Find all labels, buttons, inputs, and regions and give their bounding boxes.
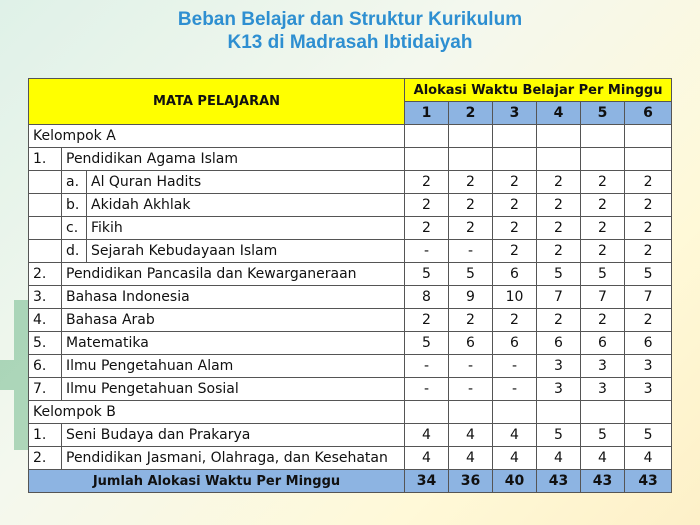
grade-header: 4 <box>537 102 581 125</box>
table-row <box>29 309 672 332</box>
row-number: 2. <box>29 263 62 286</box>
total-cell: 34 <box>405 470 449 493</box>
group-a-label: Kelompok A <box>29 125 405 148</box>
hours-cell: 2 <box>449 217 493 240</box>
subject-name: Sejarah Kebudayaan Islam <box>87 240 405 263</box>
hours-cell: 2 <box>449 171 493 194</box>
hours-cell: 5 <box>537 263 581 286</box>
hours-cell: - <box>449 355 493 378</box>
sub-letter: a. <box>62 171 87 194</box>
hours-cell: - <box>449 378 493 401</box>
hours-cell: 6 <box>625 332 672 355</box>
hours-cell: 7 <box>625 286 672 309</box>
hours-cell: 2 <box>581 194 625 217</box>
subject-name: Pendidikan Pancasila dan Kewarganeraan <box>62 263 405 286</box>
hours-cell: 5 <box>405 332 449 355</box>
hours-cell: 3 <box>625 355 672 378</box>
hours-cell: 2 <box>625 194 672 217</box>
hours-cell: 4 <box>625 447 672 470</box>
hours-cell: 8 <box>405 286 449 309</box>
subject-name: Ilmu Pengetahuan Sosial <box>62 378 405 401</box>
hours-cell: 6 <box>493 332 537 355</box>
grade-header: 2 <box>449 102 493 125</box>
subject-name: Al Quran Hadits <box>87 171 405 194</box>
hours-cell: 4 <box>449 447 493 470</box>
hours-cell: 5 <box>449 263 493 286</box>
hours-cell: 3 <box>581 355 625 378</box>
hours-cell: 2 <box>625 171 672 194</box>
hours-cell: 2 <box>581 240 625 263</box>
hours-cell: 5 <box>405 263 449 286</box>
hours-cell: 2 <box>493 309 537 332</box>
empty-cell <box>537 401 581 424</box>
hours-cell: 2 <box>493 171 537 194</box>
table-row <box>29 286 672 309</box>
subject-name: Fikih <box>87 217 405 240</box>
hours-cell: 2 <box>537 240 581 263</box>
table-row <box>29 240 672 263</box>
empty-cell <box>625 401 672 424</box>
hours-cell: 2 <box>449 309 493 332</box>
row-number: 1. <box>29 424 62 447</box>
page-title <box>0 8 700 54</box>
table-row <box>29 263 672 286</box>
hours-cell: 7 <box>537 286 581 309</box>
hours-cell: 2 <box>581 217 625 240</box>
hours-cell: 6 <box>537 332 581 355</box>
table-row <box>29 378 672 401</box>
hours-cell: 10 <box>493 286 537 309</box>
hours-cell: 6 <box>493 263 537 286</box>
hours-cell: 2 <box>581 171 625 194</box>
hours-cell: 2 <box>537 171 581 194</box>
pai-name: Pendidikan Agama Islam <box>62 148 405 171</box>
hours-cell: 2 <box>405 171 449 194</box>
hours-cell: 2 <box>493 217 537 240</box>
hours-cell: 2 <box>405 217 449 240</box>
total-cell: 43 <box>581 470 625 493</box>
row-number: 7. <box>29 378 62 401</box>
hours-cell: 4 <box>493 424 537 447</box>
indent-cell <box>29 240 62 263</box>
row-number: 6. <box>29 355 62 378</box>
hours-cell: 5 <box>625 424 672 447</box>
row-number: 4. <box>29 309 62 332</box>
hours-cell: 3 <box>537 355 581 378</box>
subject-name: Ilmu Pengetahuan Alam <box>62 355 405 378</box>
hours-cell: 2 <box>581 309 625 332</box>
empty-cell <box>493 401 537 424</box>
hours-cell: 2 <box>537 194 581 217</box>
table-row <box>29 217 672 240</box>
row-number: 3. <box>29 286 62 309</box>
hours-cell: 6 <box>581 332 625 355</box>
subject-name: Bahasa Arab <box>62 309 405 332</box>
empty-cell <box>581 401 625 424</box>
subject-name: Pendidikan Jasmani, Olahraga, dan Kesehatan <box>62 447 405 470</box>
subject-name: Akidah Akhlak <box>87 194 405 217</box>
hours-cell: 2 <box>625 309 672 332</box>
indent-cell <box>29 194 62 217</box>
total-row <box>29 470 672 493</box>
grade-header: 3 <box>493 102 537 125</box>
hours-cell: 4 <box>581 447 625 470</box>
hours-cell: 4 <box>493 447 537 470</box>
hours-cell: 4 <box>449 424 493 447</box>
hours-cell: 2 <box>405 194 449 217</box>
row-number: 5. <box>29 332 62 355</box>
grade-header: 1 <box>405 102 449 125</box>
total-cell: 43 <box>537 470 581 493</box>
hours-cell: 6 <box>449 332 493 355</box>
indent-cell <box>29 171 62 194</box>
table-row <box>29 355 672 378</box>
total-cell: 40 <box>493 470 537 493</box>
hours-cell: - <box>493 378 537 401</box>
sub-letter: b. <box>62 194 87 217</box>
hours-cell: 7 <box>581 286 625 309</box>
table-row <box>29 447 672 470</box>
row-number: 2. <box>29 447 62 470</box>
empty-cell <box>449 401 493 424</box>
hours-cell: 3 <box>625 378 672 401</box>
curriculum-table <box>28 78 672 493</box>
hours-cell: 2 <box>625 240 672 263</box>
group-b-label: Kelompok B <box>29 401 405 424</box>
hours-cell: 5 <box>625 263 672 286</box>
hours-cell: 2 <box>625 217 672 240</box>
hours-cell: 4 <box>405 424 449 447</box>
header-allocation: Alokasi Waktu Belajar Per Minggu <box>405 79 672 102</box>
hours-cell: 9 <box>449 286 493 309</box>
hours-cell: 5 <box>537 424 581 447</box>
hours-cell: 2 <box>449 194 493 217</box>
subject-name: Seni Budaya dan Prakarya <box>62 424 405 447</box>
sub-letter: d. <box>62 240 87 263</box>
hours-cell: - <box>405 378 449 401</box>
hours-cell: 2 <box>537 217 581 240</box>
sub-letter: c. <box>62 217 87 240</box>
total-label: Jumlah Alokasi Waktu Per Minggu <box>29 470 405 493</box>
header-subject: MATA PELAJARAN <box>29 79 405 125</box>
table-row <box>29 194 672 217</box>
title-line-1: Beban Belajar dan Struktur Kurikulum <box>177 9 523 30</box>
hours-cell: 2 <box>493 240 537 263</box>
hours-cell: 5 <box>581 263 625 286</box>
hours-cell: 2 <box>405 309 449 332</box>
subject-name: Matematika <box>62 332 405 355</box>
hours-cell: 2 <box>493 194 537 217</box>
hours-cell: 3 <box>581 378 625 401</box>
grade-header: 5 <box>581 102 625 125</box>
title-line-2: K13 di Madrasah Ibtidaiyah <box>227 32 473 53</box>
hours-cell: 2 <box>537 309 581 332</box>
empty-cell <box>405 401 449 424</box>
hours-cell: 5 <box>581 424 625 447</box>
hours-cell: 4 <box>537 447 581 470</box>
total-cell: 43 <box>625 470 672 493</box>
table-row <box>29 332 672 355</box>
pai-number: 1. <box>29 148 62 171</box>
total-cell: 36 <box>449 470 493 493</box>
hours-cell: 4 <box>405 447 449 470</box>
hours-cell: - <box>493 355 537 378</box>
hours-cell: - <box>405 240 449 263</box>
table-row <box>29 171 672 194</box>
table-row <box>29 424 672 447</box>
hours-cell: - <box>405 355 449 378</box>
hours-cell: 3 <box>537 378 581 401</box>
grade-header: 6 <box>625 102 672 125</box>
indent-cell <box>29 217 62 240</box>
subject-name: Bahasa Indonesia <box>62 286 405 309</box>
hours-cell: - <box>449 240 493 263</box>
